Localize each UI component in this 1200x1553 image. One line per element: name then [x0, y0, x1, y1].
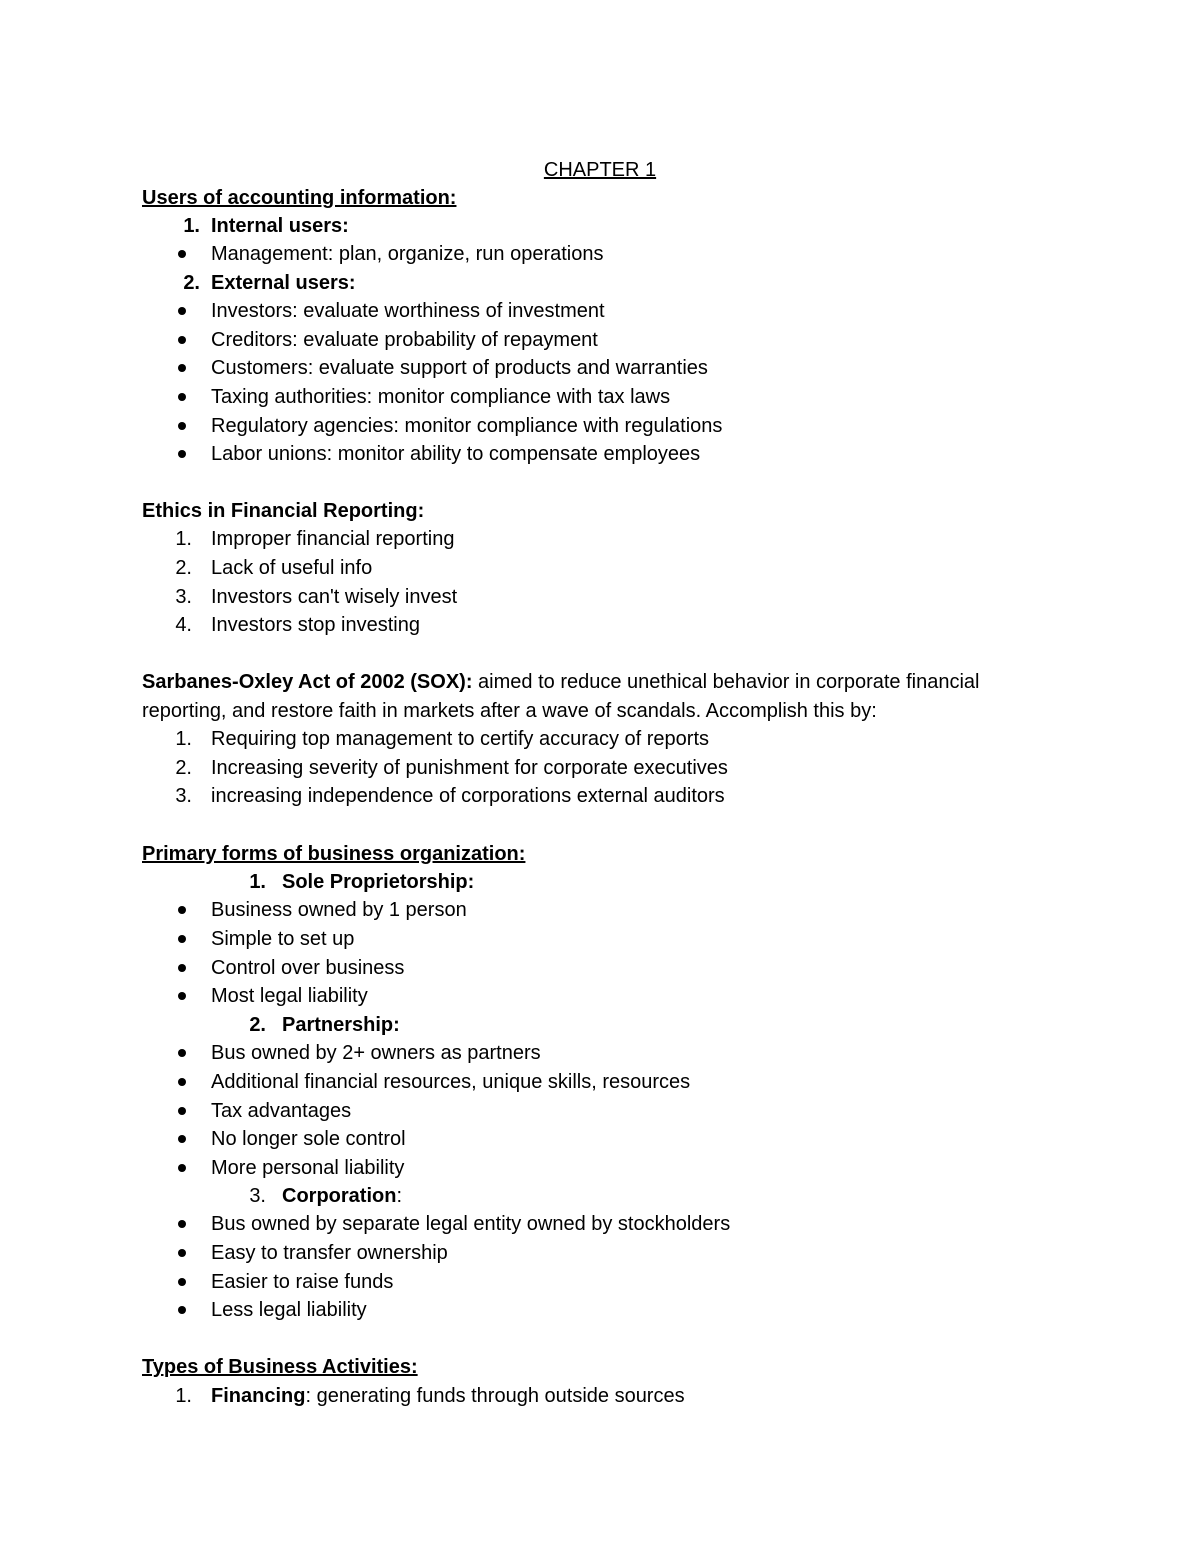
bullet-icon — [178, 1107, 186, 1115]
list-item: Business owned by 1 person — [211, 899, 467, 921]
list-item: Bus owned by separate legal entity owned by stockholders — [211, 1213, 731, 1235]
bullet-icon — [178, 250, 186, 258]
internal-number: 1. — [183, 215, 200, 237]
ethics-item: Investors can't wisely invest — [211, 586, 458, 608]
external-label: External users: — [211, 272, 356, 294]
sox-text-line1: aimed to reduce unethical behavior in corporate financial — [472, 671, 980, 693]
activities-item — [211, 1384, 685, 1408]
ethics-number: 4. — [175, 614, 192, 636]
list-item: Simple to set up — [211, 928, 355, 950]
list-item: Easier to raise funds — [211, 1271, 394, 1293]
bullet-icon — [178, 393, 186, 401]
bullet-icon — [178, 935, 186, 943]
activities-number: 1. — [175, 1385, 192, 1407]
bullet-icon — [178, 906, 186, 914]
bullet-icon — [178, 964, 186, 972]
list-item: Additional financial resources, unique skills, resources — [211, 1071, 691, 1093]
users-heading: Users of accounting information: — [142, 187, 457, 209]
bullet-icon — [178, 992, 186, 1000]
list-item: Control over business — [211, 957, 405, 979]
bullet-icon — [178, 307, 186, 315]
internal-label: Internal users: — [211, 215, 349, 237]
list-item: Customers: evaluate support of products and warranties — [211, 357, 708, 379]
bullet-icon — [178, 364, 186, 372]
bullet-icon — [178, 1078, 186, 1086]
list-item: Investors: evaluate worthiness of investment — [211, 300, 605, 322]
ethics-number: 1. — [175, 528, 192, 550]
list-item: Creditors: evaluate probability of repayment — [211, 329, 598, 351]
sox-paragraph-line1 — [142, 670, 979, 694]
sox-text-line2: reporting, and restore faith in markets after a wave of scandals. Accomplish this by: — [142, 700, 877, 722]
sox-heading: Sarbanes-Oxley Act of 2002 (SOX): — [142, 671, 473, 693]
external-number: 2. — [183, 272, 200, 294]
list-item: Bus owned by 2+ owners as partners — [211, 1042, 541, 1064]
ethics-item: Lack of useful info — [211, 557, 373, 579]
sox-number: 3. — [175, 785, 192, 807]
bullet-icon — [178, 1306, 186, 1314]
list-item: Most legal liability — [211, 985, 368, 1007]
sox-number: 1. — [175, 728, 192, 750]
bullet-icon — [178, 1278, 186, 1286]
activities-heading: Types of Business Activities: — [142, 1356, 418, 1378]
sole-number: 1. — [249, 871, 266, 893]
bullet-icon — [178, 450, 186, 458]
ethics-item: Improper financial reporting — [211, 528, 455, 550]
list-item: Easy to transfer ownership — [211, 1242, 448, 1264]
bullet-icon — [178, 1164, 186, 1172]
activities-item-text: : generating funds through outside sources — [305, 1385, 685, 1407]
partnership-label: Partnership: — [282, 1014, 400, 1036]
corporation-suffix: : — [396, 1185, 402, 1207]
list-item: Labor unions: monitor ability to compensate employees — [211, 443, 701, 465]
corporation-line — [282, 1184, 402, 1208]
bullet-icon — [178, 336, 186, 344]
partnership-number: 2. — [249, 1014, 266, 1036]
sox-item: Requiring top management to certify accuracy of reports — [211, 728, 710, 750]
forms-heading: Primary forms of business organization: — [142, 843, 526, 865]
list-item: Management: plan, organize, run operations — [211, 243, 604, 265]
sox-number: 2. — [175, 757, 192, 779]
bullet-icon — [178, 1249, 186, 1257]
ethics-heading: Ethics in Financial Reporting: — [142, 500, 425, 522]
bullet-icon — [178, 1135, 186, 1143]
bullet-icon — [178, 1049, 186, 1057]
activities-item-label: Financing — [211, 1385, 306, 1407]
ethics-number: 2. — [175, 557, 192, 579]
list-item: Less legal liability — [211, 1299, 367, 1321]
corporation-label: Corporation — [282, 1185, 397, 1207]
corporation-number: 3. — [249, 1185, 266, 1207]
ethics-item: Investors stop investing — [211, 614, 420, 636]
sox-item: increasing independence of corporations external auditors — [211, 785, 725, 807]
bullet-icon — [178, 422, 186, 430]
list-item: Regulatory agencies: monitor compliance with regulations — [211, 415, 723, 437]
list-item: More personal liability — [211, 1157, 405, 1179]
list-item: Taxing authorities: monitor compliance with tax laws — [211, 386, 671, 408]
sole-label: Sole Proprietorship: — [282, 871, 475, 893]
bullet-icon — [178, 1220, 186, 1228]
list-item: No longer sole control — [211, 1128, 406, 1150]
chapter-title: CHAPTER 1 — [543, 159, 657, 181]
sox-item: Increasing severity of punishment for corporate executives — [211, 757, 728, 779]
list-item: Tax advantages — [211, 1100, 352, 1122]
ethics-number: 3. — [175, 586, 192, 608]
